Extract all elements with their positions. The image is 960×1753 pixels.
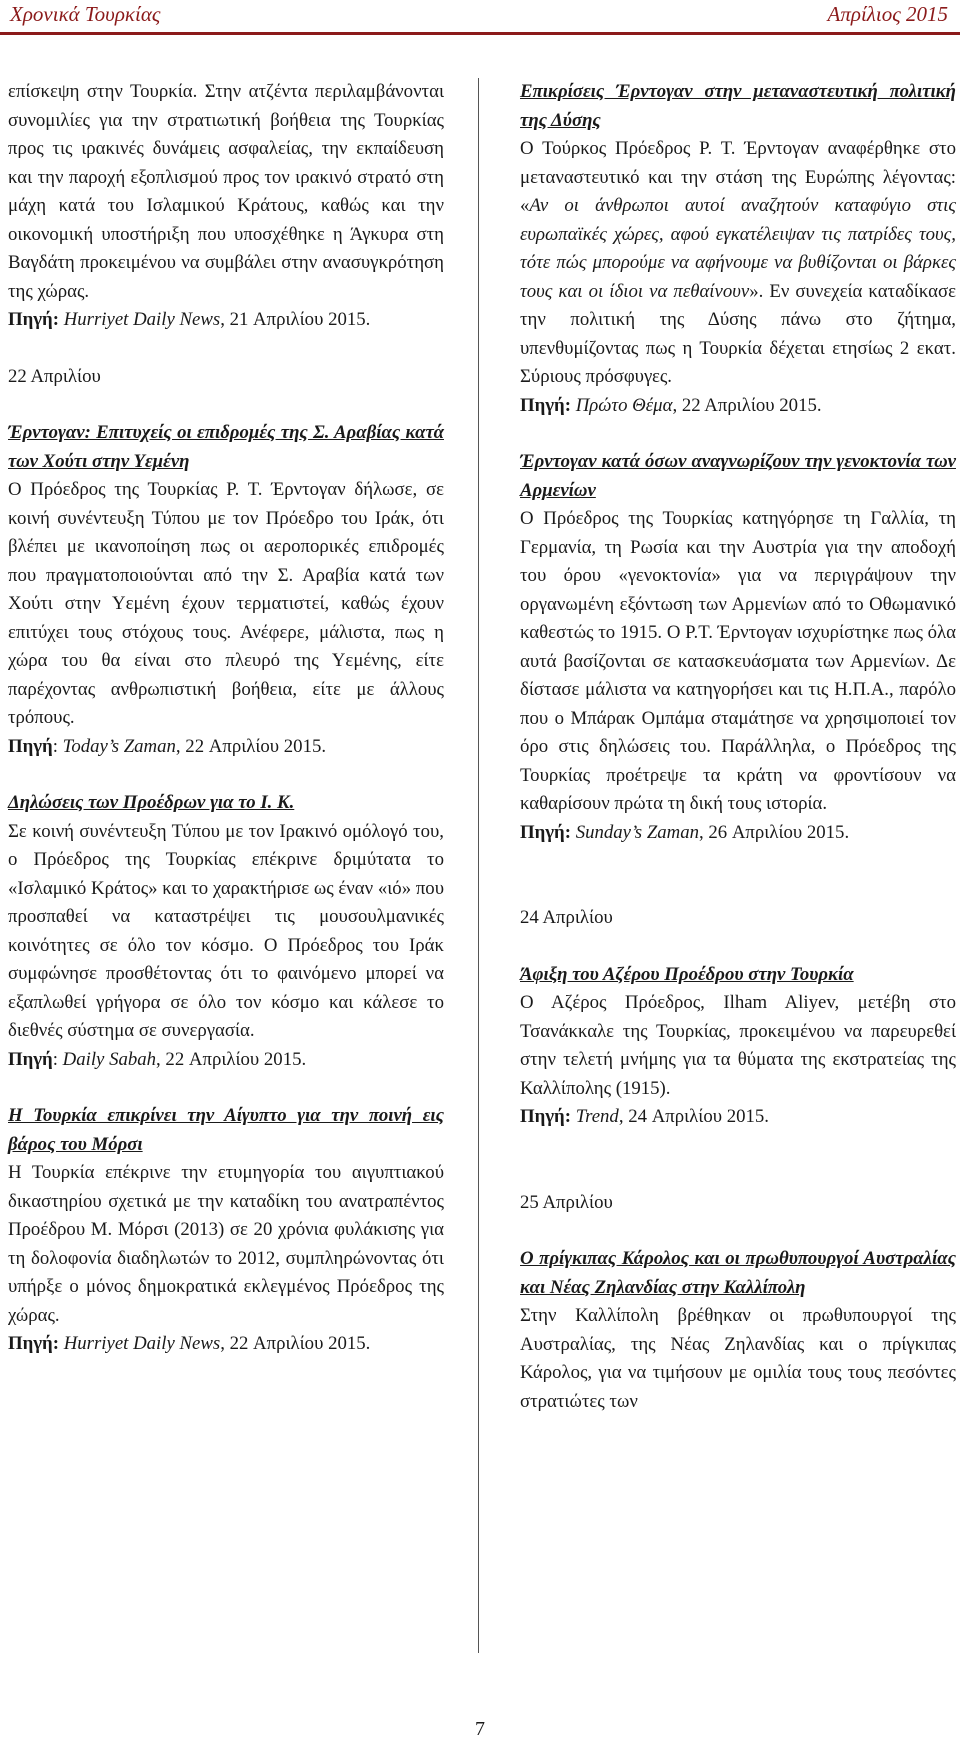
column-divider [478,78,479,1653]
article-body: Ο Αζέρος Πρόεδρος, Ilham Aliyev, μετέβη στο Τσανάκκαλε της Τουρκίας, προκειμένου να παρευρεθεί στην τελετή μνήμης για τα θύματα της εκστρατείας της Καλλίπολης (1915). [520,992,956,1099]
article-body: Σε κοινή συνέντευξη Τύπου με τον Ιρακινό ομόλογό του, ο Πρόεδρος της Τουρκίας επέκρινε δριμύτατα το «Ισλαμικό Κράτος» και το χαρακτήρισε ως έναν «ιό» που προσπαθεί να καταστρέψει τις μουσουλμανικές κοινότητες σε όλο τον κόσμο. Ο Πρόεδρος του Ιράκ συμφώνησε προσθέτοντας ότι το φαινόμενο μπορεί να εξαπλωθεί γρήγορα σε όλο τον κόσμο και κάλεσε το διεθνές σύστημα σε συνεργασία. [8,820,444,1041]
article-title: Έρντογαν κατά όσων αναγνωρίζουν την γενοκτονία των Αρμενίων [520,451,956,501]
article-body: Στην Καλλίπολη βρέθηκαν οι πρωθυπουργοί της Αυστραλίας, της Νέας Ζηλανδίας και ο πρίγκιπας Κάρολος, για να τιμήσουν με ομιλία τους τους πεσόντες στρατιώτες των [520,1305,956,1412]
source-date: , 22 Απριλίου 2015. [175,735,327,757]
header-title: Χρονικά Τουρκίας [10,2,161,26]
date-heading: 22 Απριλίου [8,365,101,387]
source-date: , 26 Απριλίου 2015. [699,821,850,843]
source-publication: Hurriyet Daily News [63,309,221,330]
source-label: Πηγή [8,1048,53,1070]
source-publication: Πρώτο Θέμα [575,394,673,416]
date-heading: 25 Απριλίου [520,1191,613,1213]
source-line [520,1103,956,1132]
source-label: Πηγή [8,735,53,757]
article-body: Ο Τούρκος Πρόεδρος Ρ. Τ. Έρντογαν αναφέρθηκε στο μεταναστευτικό και την στάση της Ευρώπης λέγοντας: «Αν οι άνθρωποι αυτοί αναζητούν καταφύγιο στις ευρωπαϊκές χώρες, αφού εγκατέλειψαν τις πατρίδες τους, τότε πώς μπορούμε να αφήνουμε να βυθίζονται οι βάρκες τους και οι ίδιοι να πεθαίνουν». Εν συνεχεία καταδίκασε την πολιτική της Δύσης πάνω στο ζήτημα, υπενθυμίζοντας πως η Τουρκία δέχεται ετησίως 2 εκατ. Σύριους πρόσφυγες. [520,138,956,387]
source-publication: Today’s Zaman [62,735,176,757]
page-number: 7 [475,1718,485,1740]
source-date: , 22 Απριλίου 2015. [220,1333,371,1354]
article-title: Επικρίσεις Έρντογαν στην μεταναστευτική πολιτική της Δύσης [520,81,956,131]
source-line: Πηγή: Today’s Zaman, 22 Απριλίου 2015. [8,735,327,757]
article-title: Έρντογαν: Επιτυχείς οι επιδρομές της Σ. Αραβίας κατά των Χούτι στην Υεμένη [8,422,444,472]
article-body: Η Τουρκία επέκρινε την ετυμηγορία του αιγυπτιακού δικαστηρίου σχετικά με την καταδίκη του ανατραπέντος Προέδρου Μ. Μόρσι (2013) σε 20 χρόνια φυλάκισης για τη δολοφονία διαδηλωτών το 2012, συμπληρώνοντας ότι υπήρξε ο μόνος δημοκρατικά εκλεγμένος Πρόεδρος της χώρας. [8,1162,444,1326]
source-line [520,392,956,421]
article-body: Ο Πρόεδρος της Τουρκίας κατηγόρησε τη Γαλλία, τη Γερμανία, τη Ρωσία και την Αυστρία για την αποδοχή του όρου «γενοκτονία» για να περιγράψουν την οργανωμένη εξόντωση των Αρμενίων από το Οθωμανικό καθεστώς το 1915. Ο Ρ.Τ. Έρντογαν ισχυρίστηκε πως όλα αυτά βασίζονται σε κατασκευάσματα των Αρμενίων. Δε δίστασε μάλιστα να κατηγορήσει και τις Η.Π.Α., παρόλο που ο Μπάρακ Ομπάμα σταμάτησε να χρησιμοποιεί τον όρο στις δηλώσεις του. Παράλληλα, ο Πρόεδρος της Τουρκίας προέτρεψε τα κράτη να φροντίσουν να καθαρίσουν πρώτα τη δική τους ιστορία. [520,508,956,814]
quote: Αν οι άνθρωποι αυτοί αναζητούν καταφύγιο στις ευρωπαϊκές χώρες, αφού εγκατέλειψαν τις πατρίδες τους, τότε πώς μπορούμε να αφήνουμε να βυθίζονται οι βάρκες τους και οι ίδιοι να πεθαίνουν [520,195,956,302]
article-title: Η Τουρκία επικρίνει την Αίγυπτο για την ποινή εις βάρος του Μόρσι [8,1105,444,1155]
source-date: , 22 Απριλίου 2015. [156,1048,307,1070]
intro-paragraph: επίσκεψη στην Τουρκία. Στην ατζέντα περιλαμβάνονται συνομιλίες για την στρατιωτική βοήθεια της Τουρκίας προς τις ιρακινές δυνάμεις ασφαλείας, την εκπαίδευση και την παροχή εξοπλισμού προς τον ιρακινό στρατό στη μάχη κατά του Ισλαμικού Κράτους, καθώς και την οικονομική υποστήριξη που υποσχέθηκε η Άγκυρα στη Βαγδάτη προκειμένου να συμβάλει στην ανασυγκρότηση της χώρας. [8,81,444,302]
source-label: Πηγή: [8,309,59,330]
header-date: Απρίλιος 2015 [827,2,948,26]
source-label: Πηγή: [8,1333,59,1354]
source-date: , 24 Απριλίου 2015. [618,1106,769,1127]
left-column [8,78,444,1359]
article-title: Άφιξη του Αζέρου Προέδρου στην Τουρκία [520,963,854,985]
running-header [0,0,960,34]
source-date: , 22 Απριλίου 2015. [672,394,822,416]
header-rule [0,32,960,35]
source-label: Πηγή: [520,821,571,843]
right-column [520,78,956,1416]
source-publication: Daily Sabah [62,1048,157,1070]
source-publication: Hurriyet Daily News [63,1333,221,1354]
source-line: Πηγή: Daily Sabah, 22 Απριλίου 2015. [8,1048,307,1070]
source-date: , 21 Απριλίου 2015. [220,309,371,330]
article-body: Ο Πρόεδρος της Τουρκίας Ρ. Τ. Έρντογαν δήλωσε, σε κοινή συνέντευξη Τύπου με τον Πρόεδρο του Ιράκ, ότι βλέπει με ικανοποίηση πως οι αεροπορικές επιδρομές που πραγματοποιούνται από την Σ. Αραβία κατά των Χούτι στην Υεμένη έχουν τερματιστεί, καθώς έχουν επιτύχει τους στόχους τους. Ανέφερε, μάλιστα, πως η χώρα του θα είναι στο πλευρό της Υεμένης, είτε παρέχοντας ανθρωπιστική βοήθεια, είτε με άλλους τρόπους. [8,479,444,728]
source-label: Πηγή: [520,1106,571,1127]
date-heading: 24 Απριλίου [520,907,613,928]
article-title: Ο πρίγκιπας Κάρολος και οι πρωθυπουργοί Αυστραλίας και Νέας Ζηλανδίας στην Καλλίπολη [520,1248,956,1298]
source-line [8,1330,444,1359]
source-line [8,306,444,335]
source-line [520,819,956,848]
source-publication: Sunday’s Zaman [575,821,699,843]
source-publication: Trend [575,1106,619,1127]
source-label: Πηγή: [520,394,571,416]
article-title: Δηλώσεις των Προέδρων για το Ι. Κ. [8,792,295,813]
